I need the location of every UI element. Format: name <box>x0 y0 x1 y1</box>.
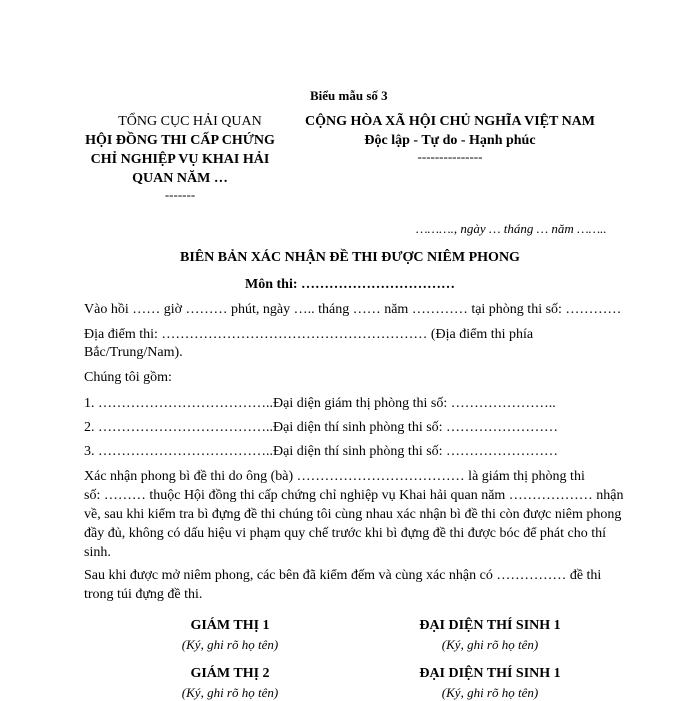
right-header-divider: --------------- <box>417 149 483 164</box>
member-1-line: 1. ………………………………..Đại diện giám thị phòng thi số: ………………….. <box>84 396 556 411</box>
member-3-line: 3. ………………………………..Đại diện thí sinh phòng thi số: …………………… <box>84 444 559 459</box>
we-are-label: Chúng tôi gồm: <box>84 370 172 385</box>
left-header-divider: ------- <box>164 187 196 202</box>
after-open-line-1: Sau khi được mở niêm phong, các bên đã kiểm đếm và cùng xác nhận có …………… đề thi <box>84 568 602 583</box>
council-line-3: QUAN NĂM … <box>132 171 228 186</box>
date-line: ………., ngày … tháng … năm …….. <box>416 221 607 236</box>
confirm-line-5: sinh. <box>84 545 111 560</box>
signature-note-candidate-rep-1: (Ký, ghi rõ họ tên) <box>441 637 539 652</box>
signature-note-candidate-rep-2: (Ký, ghi rõ họ tên) <box>441 685 539 700</box>
signature-title-proctor-2: GIÁM THỊ 2 <box>190 666 270 681</box>
form-number: Biểu mẫu số 3 <box>310 88 388 103</box>
council-line-2: CHỈ NGHIỆP VỤ KHAI HẢI <box>90 152 270 167</box>
time-place-line: Vào hồi …… giờ ……… phút, ngày ….. tháng …… năm ………… tại phòng thi số: ………… <box>84 302 622 317</box>
council-line-1: HỘI ĐỒNG THI CẤP CHỨNG <box>85 133 275 148</box>
signature-note-proctor-1: (Ký, ghi rõ họ tên) <box>181 637 279 652</box>
after-open-line-2: trong túi đựng đề thi. <box>84 587 203 602</box>
location-line-2: Bắc/Trung/Nam). <box>84 345 183 360</box>
national-motto: Độc lập - Tự do - Hạnh phúc <box>364 133 536 148</box>
confirm-line-4: đầy đủ, không có dấu hiệu vi phạm quy chế trước khi bì đựng đề thi được bóc để phát cho thí <box>84 526 607 541</box>
confirm-line-3: về, sau khi kiểm tra bì đựng đề thi chúng tôi cùng nhau xác nhận bì đề thi còn được niêm phong <box>84 507 622 522</box>
signature-title-candidate-rep-1: ĐẠI DIỆN THÍ SINH 1 <box>419 618 561 633</box>
member-2-line: 2. ………………………………..Đại diện thí sinh phòng thi số: …………………… <box>84 420 559 435</box>
signature-note-proctor-2: (Ký, ghi rõ họ tên) <box>181 685 279 700</box>
signature-title-candidate-rep-2: ĐẠI DIỆN THÍ SINH 1 <box>419 666 561 681</box>
signature-title-proctor-1: GIÁM THỊ 1 <box>190 618 270 633</box>
nation-name: CỘNG HÒA XÃ HỘI CHỦ NGHĨA VIỆT NAM <box>304 114 595 129</box>
confirm-line-1: Xác nhận phong bì đề thi do ông (bà) ……………………………… là giám thị phòng thi <box>84 469 585 484</box>
document-title: BIÊN BẢN XÁC NHẬN ĐỀ THI ĐƯỢC NIÊM PHONG <box>180 250 520 265</box>
location-line-1: Địa điểm thi: ………………………………………………… (Địa điểm thi phía <box>84 327 534 342</box>
org-name: TỔNG CỤC HẢI QUAN <box>118 114 262 129</box>
confirm-line-2: số: ……… thuộc Hội đồng thi cấp chứng chỉ nghiệp vụ Khai hải quan năm ……………… nhận <box>84 488 624 503</box>
exam-subject-line: Môn thi: …………………………… <box>245 277 455 292</box>
